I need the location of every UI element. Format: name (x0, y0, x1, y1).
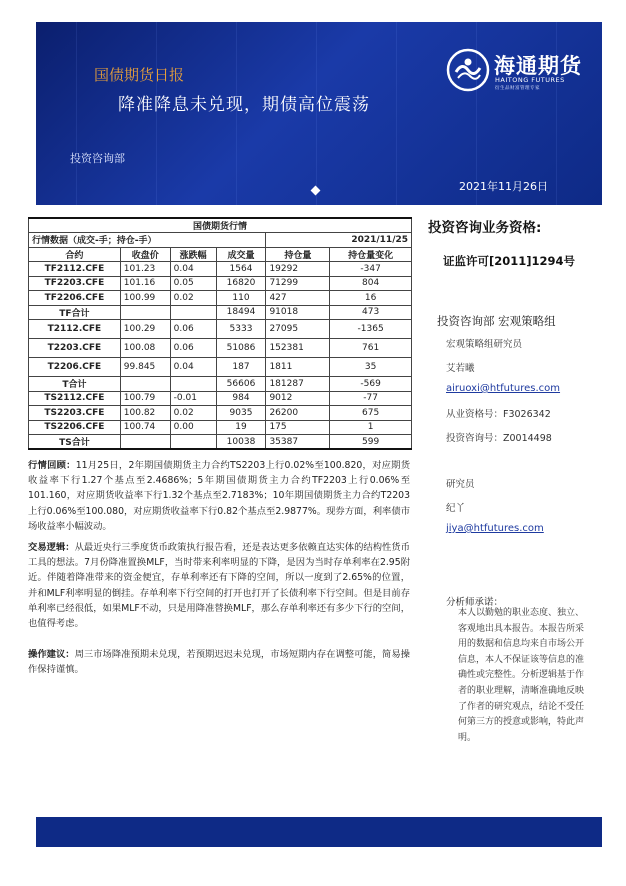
analyst-certificate: 从业资格号：F3026342 (446, 409, 551, 420)
contract-cell: TS合计 (29, 435, 121, 450)
operation-advice-text: 周三市场降准预期未兑现，若预期迟迟未兑现，市场短期内存在调整可能，简易操作保持谨慎。 (28, 649, 410, 676)
table-cell: 0.05 (170, 276, 216, 291)
table-cell: 26200 (266, 406, 330, 421)
table-cell: 19 (216, 420, 266, 435)
table-cell: 91018 (266, 305, 330, 320)
report-department: 投资咨询部 (70, 152, 125, 165)
table-header-row (29, 247, 412, 262)
table-cell (170, 377, 216, 392)
logo-slogan: 衍生品财富管理专家 (495, 86, 540, 91)
table-cell: 0.00 (170, 420, 216, 435)
market-data-table (28, 217, 412, 450)
table-row (29, 406, 412, 421)
trading-logic-text: 从最近央行三季度货币政策执行报告看，还是表达更多依赖直达实体的结构性货币工具的想法。7月份降准置换MLF，当时带来利率明显的下降，是因为当时存单利率在2.95附近。伴随着降准带来的资金便宜，存单利率还有下降的空间，所以一度到了2.65%的位置，并和MLF利率明显的倒挂。存单利率下行空间的打开也打开了长债利率下行空间。但是目前存单利率已经很低，如果MLF不动，只是用降准替换MLF，那么存单利率还有多少下行的空间，也值得考虑。 (28, 542, 410, 630)
table-cell: 761 (330, 339, 412, 358)
analyst-promise-title: 分析师承诺： (446, 597, 504, 608)
footer-bar (36, 817, 602, 847)
table-cell: 101.16 (120, 276, 170, 291)
analyst-consulting-number: 投资咨询号：Z0014498 (446, 433, 552, 444)
table-subtitle-row (29, 233, 412, 248)
researcher-email-link[interactable]: jiya@htfutures.com (446, 523, 544, 534)
table-cell: 51086 (216, 339, 266, 358)
trading-logic-label: 交易逻辑： (28, 542, 75, 553)
diamond-icon (311, 186, 321, 196)
trading-logic-paragraph (28, 540, 410, 631)
table-cell: 19292 (266, 262, 330, 277)
table-cell: 10038 (216, 435, 266, 450)
table-cell: 0.04 (170, 262, 216, 277)
analyst-promise-text: 本人以勤勉的职业态度、独立、客观地出具本报告。本报告所采用的数据和信息均来自市场公开信息，本人不保证该等信息的准确性或完整性。分析逻辑基于作者的职业理解，清晰准确地反映了作者的研究观点，结论不受任何第三方的授意或影响，特此声明。 (458, 608, 585, 743)
haitong-logo-icon (446, 48, 490, 92)
table-cell (170, 435, 216, 450)
column-header: 成交量 (216, 247, 266, 262)
table-cell: 9012 (266, 391, 330, 406)
table-cell: 1 (330, 420, 412, 435)
table-cell: 984 (216, 391, 266, 406)
contract-cell: T合计 (29, 377, 121, 392)
table-cell: 152381 (266, 339, 330, 358)
contract-cell: TF2112.CFE (29, 262, 121, 277)
table-cell: 9035 (216, 406, 266, 421)
column-header: 合约 (29, 247, 121, 262)
table-subtitle: 行情数据（成交-手；持仓-手） (29, 233, 266, 248)
table-cell: 100.82 (120, 406, 170, 421)
table-cell: 35387 (266, 435, 330, 450)
license-number: 证监许可[2011]1294号 (443, 254, 576, 268)
table-cell: 27095 (266, 320, 330, 339)
table-cell: 599 (330, 435, 412, 450)
table-row (29, 391, 412, 406)
report-date: 2021年11月26日 (459, 180, 548, 193)
table-row (29, 291, 412, 306)
contract-cell: TF合计 (29, 305, 121, 320)
contract-cell: TF2206.CFE (29, 291, 121, 306)
company-logo (446, 46, 594, 98)
market-review-paragraph (28, 458, 410, 534)
table-cell: 18494 (216, 305, 266, 320)
contract-cell: T2206.CFE (29, 358, 121, 377)
table-cell: -1365 (330, 320, 412, 339)
market-review-text: 11月25日，2年期国债期货主力合约TS2203上行0.02%至100.820，对应期货收益率下行1.27个基点至2.4686%；5年期国债期货主力合约TF2203上行0.06%至101.160，对应期货收益率下行1.32个基点至2.7183%；10年期国债期货主力合约T2203上行0.06%至100.080，对应期货收益率下行0.82个基点至2.9877%。现券方面，利率债市场收益率小幅波动。 (28, 460, 410, 532)
table-cell: 100.74 (120, 420, 170, 435)
table-row (29, 377, 412, 392)
table-cell: 101.23 (120, 262, 170, 277)
report-banner (36, 22, 602, 205)
table-cell: -0.01 (170, 391, 216, 406)
researcher-name: 纪丫 (446, 503, 466, 514)
table-cell: 100.99 (120, 291, 170, 306)
table-row (29, 358, 412, 377)
table-cell (120, 435, 170, 450)
table-cell: 0.04 (170, 358, 216, 377)
column-header: 持仓量 (266, 247, 330, 262)
table-cell: -347 (330, 262, 412, 277)
table-cell: 427 (266, 291, 330, 306)
department-group: 投资咨询部 宏观策略组 (437, 314, 556, 328)
report-type: 国债期货日报 (94, 66, 185, 84)
table-date: 2021/11/25 (266, 233, 412, 248)
table-cell: 16820 (216, 276, 266, 291)
table-cell: -569 (330, 377, 412, 392)
table-cell: 675 (330, 406, 412, 421)
table-cell: 1811 (266, 358, 330, 377)
table-row (29, 276, 412, 291)
table-cell: 16 (330, 291, 412, 306)
analyst-name: 艾若曦 (446, 363, 475, 374)
table-cell: 804 (330, 276, 412, 291)
table-cell: 100.79 (120, 391, 170, 406)
analyst-team: 宏观策略组研究员 (446, 339, 523, 350)
table-cell: 181287 (266, 377, 330, 392)
table-row (29, 305, 412, 320)
contract-cell: TS2206.CFE (29, 420, 121, 435)
table-row (29, 435, 412, 450)
table-row (29, 262, 412, 277)
operation-advice-paragraph (28, 647, 410, 677)
column-header: 收盘价 (120, 247, 170, 262)
table-title-row (29, 218, 412, 233)
table-cell (120, 305, 170, 320)
table-cell: 5333 (216, 320, 266, 339)
column-header: 持仓量变化 (330, 247, 412, 262)
table-cell: 187 (216, 358, 266, 377)
table-cell: 110 (216, 291, 266, 306)
contract-cell: TF2203.CFE (29, 276, 121, 291)
table-cell: 0.02 (170, 406, 216, 421)
table-cell: 0.02 (170, 291, 216, 306)
table-cell: 35 (330, 358, 412, 377)
operation-advice-label: 操作建议： (28, 649, 75, 660)
logo-english-name: HAITONG FUTURES (495, 76, 565, 84)
column-header: 涨跌幅 (170, 247, 216, 262)
contract-cell: TS2112.CFE (29, 391, 121, 406)
table-cell: 71299 (266, 276, 330, 291)
contract-cell: T2203.CFE (29, 339, 121, 358)
contract-cell: TS2203.CFE (29, 406, 121, 421)
table-row (29, 420, 412, 435)
table-cell: 100.29 (120, 320, 170, 339)
table-cell: 99.845 (120, 358, 170, 377)
report-title: 降准降息未兑现，期债高位震荡 (118, 95, 370, 115)
table-cell: 473 (330, 305, 412, 320)
table-title: 国债期货行情 (29, 218, 412, 233)
researcher-label: 研究员 (446, 479, 475, 490)
table-row (29, 339, 412, 358)
table-cell: 56606 (216, 377, 266, 392)
logo-chinese-name: 海通期货 (494, 54, 582, 78)
table-cell (120, 377, 170, 392)
table-cell: -77 (330, 391, 412, 406)
table-cell: 175 (266, 420, 330, 435)
analyst-email-link[interactable]: airuoxi@htfutures.com (446, 383, 561, 394)
table-cell: 0.06 (170, 339, 216, 358)
table-cell: 0.06 (170, 320, 216, 339)
table-cell (170, 305, 216, 320)
market-review-label: 行情回顾： (28, 460, 76, 471)
table-cell: 1564 (216, 262, 266, 277)
table-cell: 100.08 (120, 339, 170, 358)
table-row (29, 320, 412, 339)
qualification-title: 投资咨询业务资格: (428, 220, 542, 236)
contract-cell: T2112.CFE (29, 320, 121, 339)
